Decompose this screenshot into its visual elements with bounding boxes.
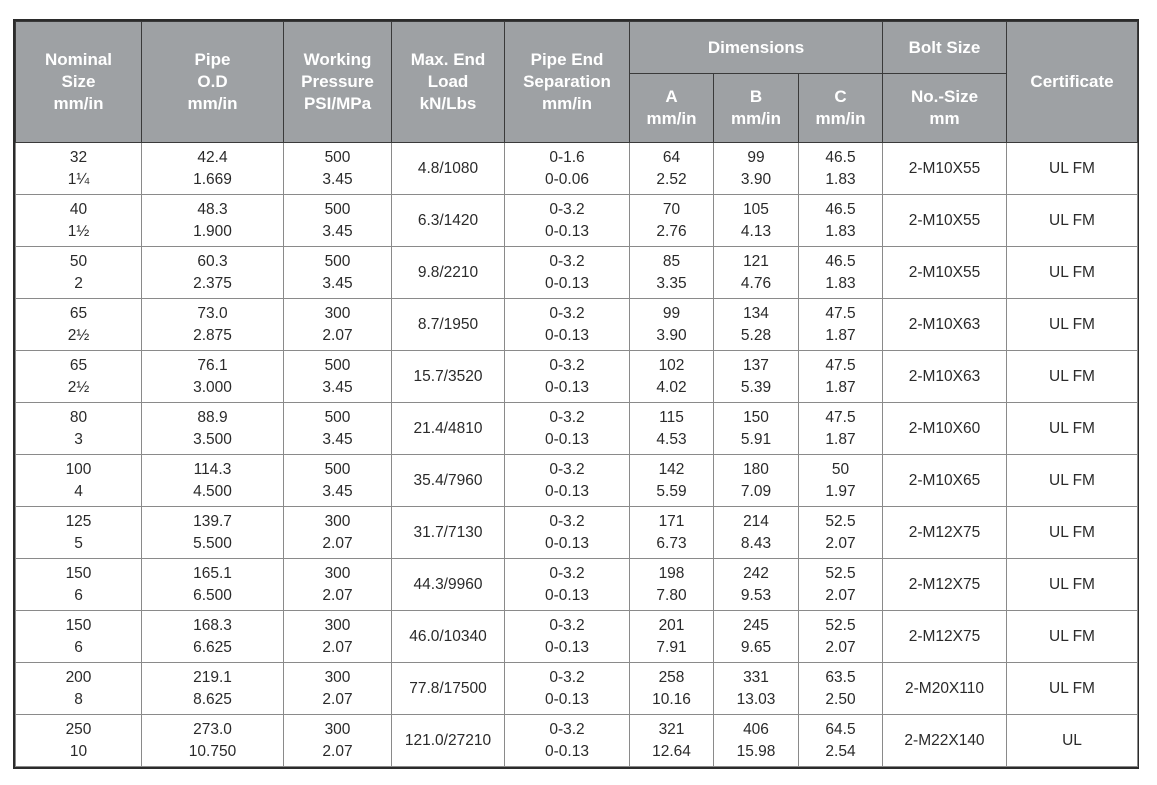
- cell-working-pressure: 500 3.45: [284, 351, 392, 403]
- cell-bolt-size: 2-M10X55: [883, 247, 1007, 299]
- cell-pipe-od: 165.1 6.500: [142, 559, 284, 611]
- table-header: [16, 22, 1138, 143]
- cell-nominal-size: 200 8: [16, 663, 142, 715]
- cell-pipe-end-separation: 0-3.2 0-0.13: [505, 195, 630, 247]
- cell-dim-b: 406 15.98: [714, 715, 799, 767]
- cell-max-end-load: 46.0/10340: [392, 611, 505, 663]
- cell-dim-a: 258 10.16: [630, 663, 714, 715]
- table-body: [16, 143, 1138, 767]
- cell-dim-a: 142 5.59: [630, 455, 714, 507]
- cell-dim-a: 70 2.76: [630, 195, 714, 247]
- cell-pipe-od: 219.1 8.625: [142, 663, 284, 715]
- cell-pipe-end-separation: 0-1.6 0-0.06: [505, 143, 630, 195]
- cell-nominal-size: 150 6: [16, 559, 142, 611]
- cell-certificate: UL FM: [1007, 507, 1138, 559]
- header-bolt-size: Bolt Size: [883, 22, 1007, 74]
- header-dim-c: C mm/in: [799, 74, 883, 143]
- table-row: [16, 611, 1138, 663]
- table-row: [16, 403, 1138, 455]
- cell-max-end-load: 8.7/1950: [392, 299, 505, 351]
- cell-dim-a: 171 6.73: [630, 507, 714, 559]
- cell-pipe-od: 168.3 6.625: [142, 611, 284, 663]
- cell-certificate: UL FM: [1007, 455, 1138, 507]
- cell-working-pressure: 500 3.45: [284, 247, 392, 299]
- cell-dim-c: 47.5 1.87: [799, 299, 883, 351]
- cell-nominal-size: 125 5: [16, 507, 142, 559]
- cell-working-pressure: 300 2.07: [284, 715, 392, 767]
- cell-pipe-end-separation: 0-3.2 0-0.13: [505, 507, 630, 559]
- cell-working-pressure: 300 2.07: [284, 299, 392, 351]
- cell-pipe-od: 273.0 10.750: [142, 715, 284, 767]
- cell-certificate: UL: [1007, 715, 1138, 767]
- cell-nominal-size: 65 2½: [16, 351, 142, 403]
- cell-working-pressure: 500 3.45: [284, 403, 392, 455]
- cell-certificate: UL FM: [1007, 663, 1138, 715]
- cell-working-pressure: 500 3.45: [284, 195, 392, 247]
- cell-bolt-size: 2-M10X55: [883, 143, 1007, 195]
- cell-pipe-end-separation: 0-3.2 0-0.13: [505, 663, 630, 715]
- cell-certificate: UL FM: [1007, 195, 1138, 247]
- cell-nominal-size: 250 10: [16, 715, 142, 767]
- cell-dim-b: 150 5.91: [714, 403, 799, 455]
- cell-working-pressure: 500 3.45: [284, 455, 392, 507]
- cell-dim-c: 63.5 2.50: [799, 663, 883, 715]
- table-row: [16, 455, 1138, 507]
- cell-max-end-load: 9.8/2210: [392, 247, 505, 299]
- cell-dim-c: 46.5 1.83: [799, 195, 883, 247]
- cell-max-end-load: 15.7/3520: [392, 351, 505, 403]
- cell-dim-a: 115 4.53: [630, 403, 714, 455]
- cell-nominal-size: 150 6: [16, 611, 142, 663]
- cell-dim-b: 180 7.09: [714, 455, 799, 507]
- cell-max-end-load: 6.3/1420: [392, 195, 505, 247]
- cell-certificate: UL FM: [1007, 299, 1138, 351]
- cell-pipe-end-separation: 0-3.2 0-0.13: [505, 611, 630, 663]
- cell-working-pressure: 300 2.07: [284, 507, 392, 559]
- cell-max-end-load: 21.4/4810: [392, 403, 505, 455]
- cell-max-end-load: 35.4/7960: [392, 455, 505, 507]
- cell-pipe-od: 48.3 1.900: [142, 195, 284, 247]
- table-row: [16, 715, 1138, 767]
- cell-dim-c: 47.5 1.87: [799, 351, 883, 403]
- cell-working-pressure: 500 3.45: [284, 143, 392, 195]
- cell-pipe-end-separation: 0-3.2 0-0.13: [505, 559, 630, 611]
- cell-dim-b: 242 9.53: [714, 559, 799, 611]
- cell-certificate: UL FM: [1007, 247, 1138, 299]
- cell-pipe-od: 114.3 4.500: [142, 455, 284, 507]
- cell-dim-b: 105 4.13: [714, 195, 799, 247]
- cell-bolt-size: 2-M10X60: [883, 403, 1007, 455]
- header-bolt-no-size: No.-Size mm: [883, 74, 1007, 143]
- table-row: [16, 195, 1138, 247]
- cell-dim-a: 64 2.52: [630, 143, 714, 195]
- cell-nominal-size: 100 4: [16, 455, 142, 507]
- cell-pipe-od: 73.0 2.875: [142, 299, 284, 351]
- cell-bolt-size: 2-M20X110: [883, 663, 1007, 715]
- cell-nominal-size: 50 2: [16, 247, 142, 299]
- cell-dim-c: 46.5 1.83: [799, 143, 883, 195]
- cell-nominal-size: 32 1¼: [16, 143, 142, 195]
- cell-certificate: UL FM: [1007, 143, 1138, 195]
- cell-dim-b: 134 5.28: [714, 299, 799, 351]
- header-working-pressure: Working Pressure PSI/MPa: [284, 22, 392, 143]
- cell-working-pressure: 300 2.07: [284, 663, 392, 715]
- cell-dim-c: 46.5 1.83: [799, 247, 883, 299]
- table-row: [16, 351, 1138, 403]
- cell-dim-b: 137 5.39: [714, 351, 799, 403]
- cell-bolt-size: 2-M12X75: [883, 559, 1007, 611]
- cell-bolt-size: 2-M10X55: [883, 195, 1007, 247]
- cell-bolt-size: 2-M10X63: [883, 299, 1007, 351]
- cell-dim-c: 64.5 2.54: [799, 715, 883, 767]
- header-nominal-size: Nominal Size mm/in: [16, 22, 142, 143]
- cell-nominal-size: 65 2½: [16, 299, 142, 351]
- table-row: [16, 507, 1138, 559]
- cell-max-end-load: 31.7/7130: [392, 507, 505, 559]
- cell-dim-b: 331 13.03: [714, 663, 799, 715]
- header-certificate: Certificate: [1007, 22, 1138, 143]
- header-dimensions: Dimensions: [630, 22, 883, 74]
- cell-nominal-size: 80 3: [16, 403, 142, 455]
- cell-max-end-load: 44.3/9960: [392, 559, 505, 611]
- cell-dim-a: 321 12.64: [630, 715, 714, 767]
- cell-dim-b: 214 8.43: [714, 507, 799, 559]
- cell-pipe-end-separation: 0-3.2 0-0.13: [505, 715, 630, 767]
- cell-dim-c: 47.5 1.87: [799, 403, 883, 455]
- cell-max-end-load: 4.8/1080: [392, 143, 505, 195]
- cell-nominal-size: 40 1½: [16, 195, 142, 247]
- header-pipe-end-separation: Pipe End Separation mm/in: [505, 22, 630, 143]
- header-pipe-od: Pipe O.D mm/in: [142, 22, 284, 143]
- header-max-end-load: Max. End Load kN/Lbs: [392, 22, 505, 143]
- cell-dim-a: 85 3.35: [630, 247, 714, 299]
- cell-dim-c: 52.5 2.07: [799, 559, 883, 611]
- cell-certificate: UL FM: [1007, 351, 1138, 403]
- spec-table: [15, 21, 1138, 767]
- cell-certificate: UL FM: [1007, 403, 1138, 455]
- cell-working-pressure: 300 2.07: [284, 611, 392, 663]
- cell-pipe-end-separation: 0-3.2 0-0.13: [505, 247, 630, 299]
- cell-dim-a: 201 7.91: [630, 611, 714, 663]
- cell-certificate: UL FM: [1007, 611, 1138, 663]
- cell-bolt-size: 2-M10X65: [883, 455, 1007, 507]
- cell-max-end-load: 77.8/17500: [392, 663, 505, 715]
- cell-max-end-load: 121.0/27210: [392, 715, 505, 767]
- cell-bolt-size: 2-M10X63: [883, 351, 1007, 403]
- cell-dim-a: 198 7.80: [630, 559, 714, 611]
- cell-dim-a: 102 4.02: [630, 351, 714, 403]
- cell-bolt-size: 2-M12X75: [883, 611, 1007, 663]
- cell-dim-c: 50 1.97: [799, 455, 883, 507]
- cell-pipe-od: 42.4 1.669: [142, 143, 284, 195]
- spec-table-frame: [13, 19, 1139, 769]
- cell-working-pressure: 300 2.07: [284, 559, 392, 611]
- cell-bolt-size: 2-M12X75: [883, 507, 1007, 559]
- cell-dim-b: 121 4.76: [714, 247, 799, 299]
- cell-pipe-end-separation: 0-3.2 0-0.13: [505, 299, 630, 351]
- cell-dim-a: 99 3.90: [630, 299, 714, 351]
- cell-dim-b: 99 3.90: [714, 143, 799, 195]
- cell-pipe-od: 139.7 5.500: [142, 507, 284, 559]
- cell-bolt-size: 2-M22X140: [883, 715, 1007, 767]
- cell-dim-c: 52.5 2.07: [799, 507, 883, 559]
- cell-pipe-end-separation: 0-3.2 0-0.13: [505, 455, 630, 507]
- table-row: [16, 299, 1138, 351]
- table-row: [16, 559, 1138, 611]
- table-row: [16, 247, 1138, 299]
- cell-certificate: UL FM: [1007, 559, 1138, 611]
- header-dim-a: A mm/in: [630, 74, 714, 143]
- table-row: [16, 663, 1138, 715]
- cell-pipe-od: 60.3 2.375: [142, 247, 284, 299]
- table-row: [16, 143, 1138, 195]
- header-dim-b: B mm/in: [714, 74, 799, 143]
- cell-pipe-od: 88.9 3.500: [142, 403, 284, 455]
- cell-pipe-od: 76.1 3.000: [142, 351, 284, 403]
- cell-dim-b: 245 9.65: [714, 611, 799, 663]
- cell-dim-c: 52.5 2.07: [799, 611, 883, 663]
- cell-pipe-end-separation: 0-3.2 0-0.13: [505, 351, 630, 403]
- cell-pipe-end-separation: 0-3.2 0-0.13: [505, 403, 630, 455]
